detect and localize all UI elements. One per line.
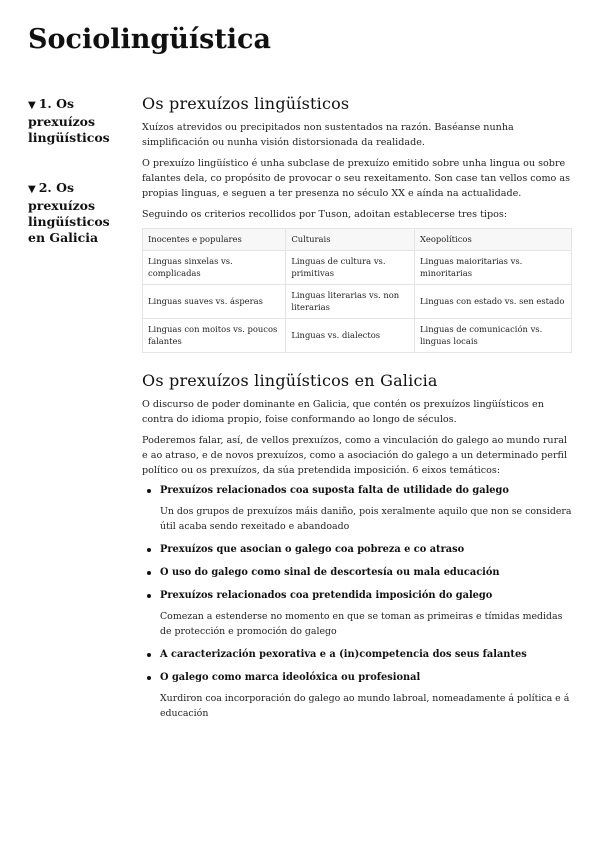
table-of-contents: [28, 96, 128, 280]
list-item-title: Prexuízos relacionados coa suposta falta de utilidade do galego: [160, 484, 509, 496]
main-content: [142, 94, 572, 730]
list-item-title: A caracterización pexorativa e a (in)competencia dos seus falantes: [160, 648, 527, 660]
bullet-icon: [147, 653, 151, 657]
list-item-title: O uso do galego como sinal de descortesía ou mala educación: [160, 566, 500, 578]
table-cell: Linguas de cultura vs. primitivas: [286, 250, 415, 284]
toc-item-label: 2. Os prexuízos lingüísticos en Galicia: [28, 180, 110, 245]
table-cell: Linguas con moitos vs. poucos falantes: [143, 318, 286, 352]
table-header-row: [143, 229, 572, 251]
table-cell: Linguas literarias vs. non literarias: [286, 284, 415, 318]
paragraph: Seguindo os criterios recollidos por Tuson, adoitan establecerse tres tipos:: [142, 209, 508, 220]
paragraph: Poderemos falar, así, de vellos prexuízos, como a vinculación do galego ao mundo rural e ao atraso, e de novos prexuízos, como a asociación do galego a un determinado perfil político ou os prexuízos, da súa pretendida imposición. 6 eixos temáticos:: [142, 434, 568, 476]
table-cell: Linguas maioritarias vs. minoritarias: [414, 250, 571, 284]
section-prexuizos-galicia: [142, 371, 572, 721]
table-cell: Linguas suaves vs. ásperas: [143, 284, 286, 318]
list-item-title: O galego como marca ideolóxica ou profesional: [160, 671, 421, 683]
toc-item-section-1[interactable]: [28, 96, 128, 146]
prejudice-types-table: [142, 228, 572, 353]
paragraph: O prexuízo lingüístico é unha subclase de prexuízo emitido sobre unha lingua ou sobre falantes dela, co propósito de provocar o seu rexeitamento. Son case tan vellos como as propias linguas, e seguen a ter presenza no século XX e aínda na actualidade.: [142, 158, 571, 199]
table-header-cell: Inocentes e populares: [143, 229, 286, 251]
bullet-icon: [147, 489, 151, 493]
bullet-icon: [147, 548, 151, 552]
table-cell: Linguas de comunicación vs. linguas locais: [414, 318, 571, 352]
table-cell: Linguas vs. dialectos: [286, 318, 415, 352]
list-item: [142, 648, 572, 662]
section-heading: Os prexuízos lingüísticos: [142, 94, 350, 113]
table-header-cell: Culturais: [286, 229, 415, 251]
collapse-arrow-icon[interactable]: ▼: [28, 100, 36, 111]
table-header-cell: Xeopolíticos: [414, 229, 571, 251]
bullet-icon: [147, 594, 151, 598]
bullet-icon: [147, 676, 151, 680]
list-item: [142, 671, 572, 721]
collapse-arrow-icon[interactable]: ▼: [28, 184, 36, 195]
list-item: [142, 543, 572, 557]
list-item-description: Comezan a estenderse no momento en que se toman as primeiras e tímidas medidas de protección e promoción do galego: [160, 610, 563, 637]
toc-item-section-2[interactable]: [28, 180, 128, 246]
list-item-description: Xurdiron coa incorporación do galego ao mundo labroal, nomeadamente á política e á educación: [160, 692, 570, 719]
list-item-title: Prexuízos relacionados coa pretendida imposición do galego: [160, 589, 493, 601]
table-row: [143, 318, 572, 352]
table-row: [143, 284, 572, 318]
bullet-icon: [147, 571, 151, 575]
page-title: Sociolingüística: [28, 24, 271, 55]
paragraph: O discurso de poder dominante en Galicia, que contén os prexuízos lingüísticos en contra do idioma propio, foise conformando ao longo de séculos.: [142, 398, 544, 425]
list-item-title: Prexuízos que asocian o galego coa pobreza e co atraso: [160, 543, 465, 555]
toc-item-label: 1. Os prexuízos lingüísticos: [28, 96, 110, 145]
paragraph: Xuízos atrevidos ou precipitados non sustentados na razón. Baséanse nunha simplificación ou nunha visión distorsionada da realidade.: [142, 122, 514, 148]
list-item: [142, 566, 572, 580]
section-prexuizos: [142, 94, 572, 353]
table-cell: Linguas sinxelas vs. complicadas: [143, 250, 286, 284]
list-item: [142, 484, 572, 534]
thematic-axes-list: [142, 484, 572, 721]
list-item: [142, 589, 572, 639]
section-heading: Os prexuízos lingüísticos en Galicia: [142, 370, 438, 390]
table-cell: Linguas con estado vs. sen estado: [414, 284, 571, 318]
table-row: [143, 250, 572, 284]
list-item-description: Un dos grupos de prexuízos máis daniño, pois xeralmente aquilo que non se considera útil acaba sendo rexeitado e abandoado: [160, 505, 572, 532]
